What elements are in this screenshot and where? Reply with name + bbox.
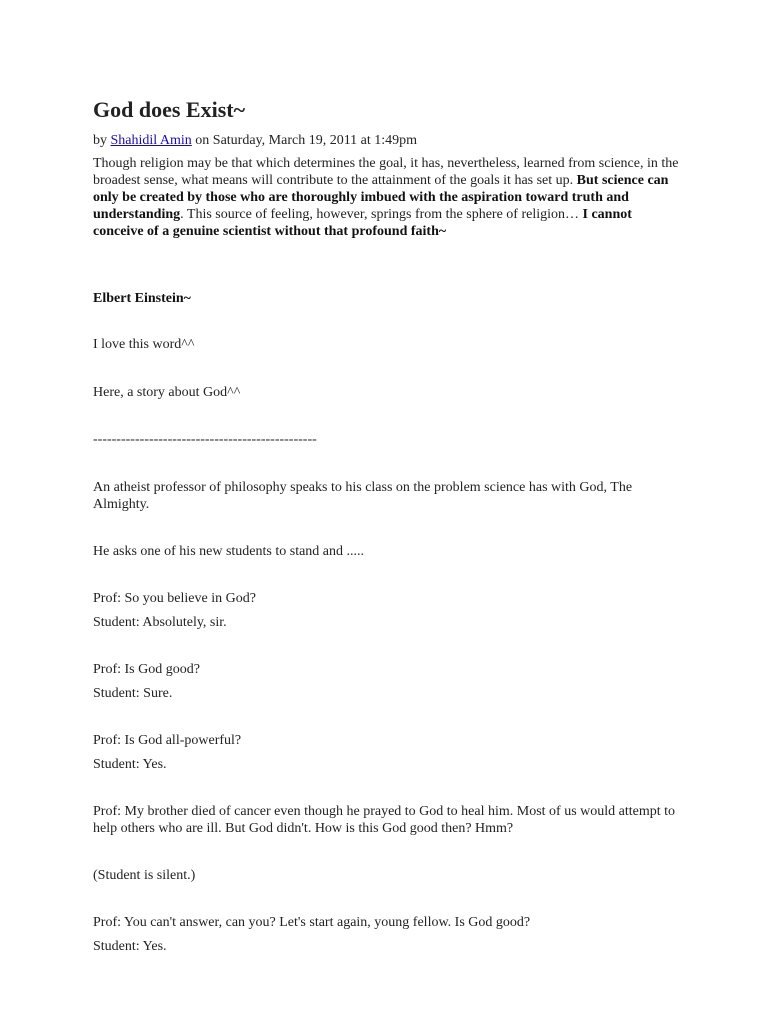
paragraph-atheist: An atheist professor of philosophy speaks to his class on the problem science has with God, The Almighty. (93, 480, 633, 512)
intro-text-1: Though religion may be that which determines the goal, it has, nevertheless, learned from science, in the broadest sense, what means will contribute to the attainment of the goals it has set up. (93, 156, 679, 188)
paragraph-love: I love this word^^ (93, 337, 195, 352)
paragraph-story: Here, a story about God^^ (93, 385, 241, 400)
intro-paragraph (93, 155, 683, 240)
paragraph-asks: He asks one of his new students to stand and ..... (93, 544, 365, 559)
dialogue-student-2: Student: Sure. (93, 686, 173, 701)
dialogue-prof-1: Prof: So you believe in God? (93, 591, 256, 606)
dialogue-prof-5: Prof: You can't answer, can you? Let's start again, young fellow. Is God good? (93, 915, 531, 930)
attribution-text: Elbert Einstein~ (93, 291, 191, 306)
student-silent: (Student is silent.) (93, 868, 196, 883)
post-date: on Saturday, March 19, 2011 at 1:49pm (191, 133, 418, 148)
divider-line: ------------------------------------------------ (93, 432, 317, 447)
dialogue-prof-3: Prof: Is God all-powerful? (93, 733, 242, 748)
dialogue-prof-4: Prof: My brother died of cancer even though he prayed to God to heal him. Most of us would attempt to help others who are ill. But God didn't. How is this God good then? Hmm? (93, 804, 676, 836)
intro-bold-1: But science can only be created by those who are thoroughly imbued with the aspiration toward truth and understanding (93, 173, 669, 222)
byline (93, 131, 417, 151)
intro-bold-2: I cannot conceive of a genuine scientist without that profound faith~ (93, 207, 632, 239)
dialogue-student-3: Student: Yes. (93, 757, 167, 772)
dialogue-student-5: Student: Yes. (93, 939, 167, 954)
attribution (93, 290, 693, 307)
post-title: God does Exist~ (93, 97, 246, 122)
dialogue-student-1: Student: Absolutely, sir. (93, 615, 227, 630)
dialogue-prof-2: Prof: Is God good? (93, 662, 200, 677)
author-link[interactable]: Shahidil Amin (110, 133, 192, 148)
intro-text-2: . This source of feeling, however, springs from the sphere of religion… (180, 207, 583, 222)
byline-prefix: by (93, 133, 111, 148)
